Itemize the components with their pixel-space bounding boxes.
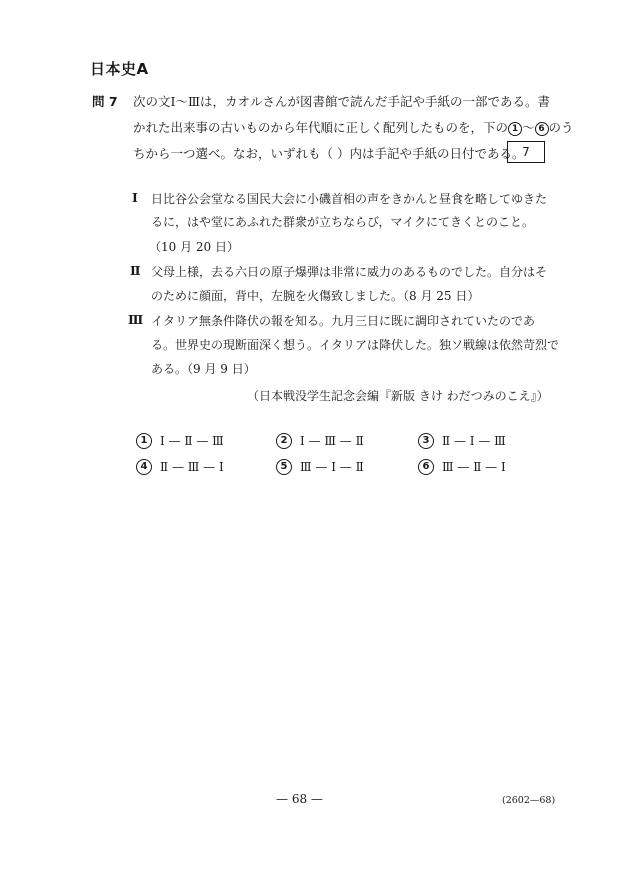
question-line-2	[133, 118, 574, 138]
doc-1-line-1: 日比谷公会堂なる国民大会に小磯首相の声をきかんと昼食を略してゆきた	[151, 192, 548, 206]
question-line-2-text: かれた出来事の古いものから年代順に正しく配列したものを，下の	[133, 120, 509, 135]
page-code: (2602—68)	[502, 795, 556, 806]
page-number: — 68 —	[276, 792, 323, 806]
doc-3-line-1: イタリア無条件降伏の報を知る。九月三日に既に調印されていたのであ	[151, 314, 536, 328]
answer-box: 7	[507, 141, 545, 163]
doc-2-line-1: 父母上様，去る六日の原子爆弾は非常に威力のあるものでした。自分はそ	[151, 265, 548, 279]
choice-5-text: Ⅲ — Ⅰ — Ⅱ	[300, 460, 364, 474]
doc-3-line-3: ある。（9 月 9 日）	[151, 362, 256, 376]
choice-4-text: Ⅱ — Ⅲ — Ⅰ	[160, 460, 224, 474]
doc-1-line-2: るに，はや堂にあふれた群衆が立ちならび，マイクにてきくとのこと。	[151, 215, 535, 229]
range-to-marker: 6	[535, 122, 549, 136]
choice-1-marker: 1	[136, 433, 152, 449]
choice-3-text: Ⅱ — Ⅰ — Ⅲ	[442, 434, 506, 448]
choice-2-marker: 2	[276, 433, 292, 449]
doc-1-numeral: Ⅰ	[132, 190, 138, 205]
choice-4-marker: 4	[136, 459, 152, 475]
doc-3-line-2: る。世界史の現断面深く想う。イタリアは降伏した。独ソ戦線は依然苛烈で	[151, 338, 560, 352]
doc-3-numeral: Ⅲ	[128, 312, 144, 327]
choice-6-text: Ⅲ — Ⅱ — Ⅰ	[442, 460, 506, 474]
choice-1-text: Ⅰ — Ⅱ — Ⅲ	[160, 434, 224, 448]
subject-title: 日本史A	[90, 60, 149, 78]
source-citation: （日本戦没学生記念会編『新版 きけ わだつみのこえ』）	[247, 389, 549, 403]
choice-6	[418, 459, 506, 475]
doc-1-date: （10 月 20 日）	[149, 240, 239, 254]
question-line-1: 次の文Ⅰ～Ⅲは，カオルさんが図書館で読んだ手記や手紙の一部である。書	[133, 94, 550, 109]
choice-4	[136, 459, 224, 475]
doc-2-line-2: のために顔面，背中，左腕を火傷致しました。（8 月 25 日）	[151, 289, 480, 303]
range-tilde: ～	[522, 120, 535, 135]
choice-5	[276, 459, 364, 475]
range-suffix: のう	[548, 120, 574, 135]
range-from-marker: 1	[508, 122, 522, 136]
question-label: 問 7	[92, 94, 118, 109]
choice-6-marker: 6	[418, 459, 434, 475]
choice-5-marker: 5	[276, 459, 292, 475]
choice-1	[136, 433, 224, 449]
choice-2-text: Ⅰ — Ⅲ — Ⅱ	[300, 434, 364, 448]
choice-3-marker: 3	[418, 433, 434, 449]
question-line-3: ちから一つ選べ。なお，いずれも（ ）内は手記や手紙の日付である。	[133, 146, 525, 161]
choice-2	[276, 433, 364, 449]
doc-2-numeral: Ⅱ	[130, 263, 141, 278]
choice-3	[418, 433, 506, 449]
